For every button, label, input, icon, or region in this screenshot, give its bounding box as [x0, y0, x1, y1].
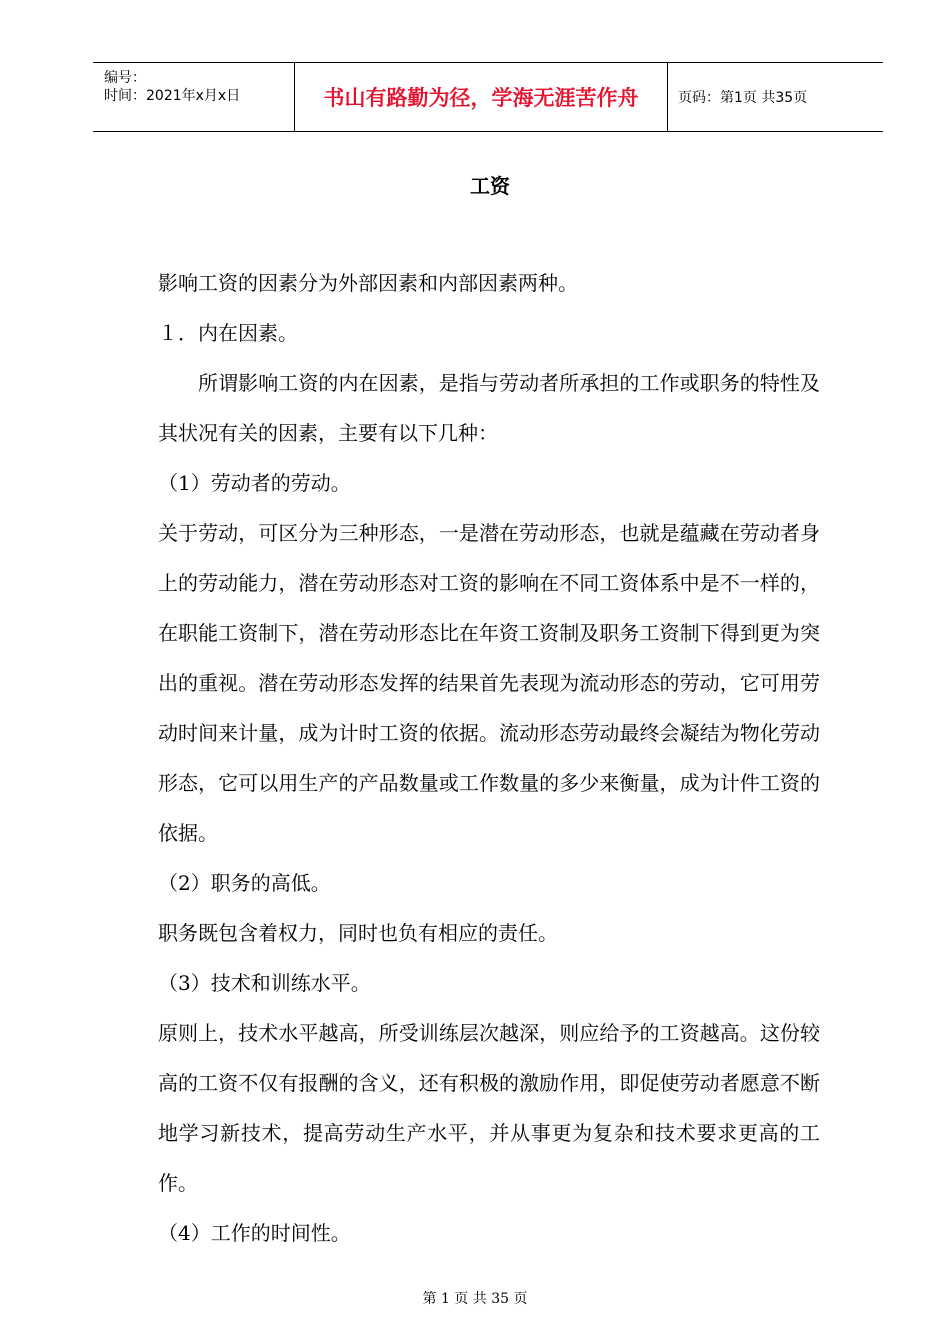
- subheading-labor: （1）劳动者的劳动。: [158, 471, 351, 495]
- page-footer: 第 1 页 共 35 页: [422, 1291, 528, 1307]
- subheading-skill: （3）技术和训练水平。: [158, 971, 371, 995]
- subheading-work-time: （4）工作的时间性。: [158, 1221, 351, 1245]
- paragraph-position: 职务既包含着权力，同时也负有相应的责任。: [158, 921, 558, 945]
- header-page-cell: [668, 63, 883, 131]
- header-page-info: 页码：第1页 共35页: [678, 90, 808, 106]
- page-header: [93, 62, 883, 132]
- paragraph-internal-definition: 所谓影响工资的内在因素，是指与劳动者所承担的工作或职务的特性及其状况有关的因素，主要有以下几种：: [158, 371, 820, 445]
- document-time-label: 时间：2021年x月x日: [104, 88, 241, 104]
- header-meta-cell: [93, 63, 295, 131]
- document-body: [158, 258, 820, 1258]
- header-motto-cell: [295, 63, 668, 131]
- subheading-position: （2）职务的高低。: [158, 871, 331, 895]
- paragraph-skill: 原则上，技术水平越高，所受训练层次越深，则应给予的工资越高。这份较高的工资不仅有报酬的含义，还有积极的激励作用，即促使劳动者愿意不断地学习新技术，提高劳动生产水平，并从事更为复杂和技术要求更高的工作。: [158, 1021, 820, 1195]
- document-number-label: 编号：: [104, 70, 146, 86]
- paragraph-labor: 关于劳动，可区分为三种形态，一是潜在劳动形态，也就是蕴藏在劳动者身上的劳动能力，潜在劳动形态对工资的影响在不同工资体系中是不一样的，在职能工资制下，潜在劳动形态比在年资工资制及职务工资制下得到更为突出的重视。潜在劳动形态发挥的结果首先表现为流动形态的劳动，它可用劳动时间来计量，成为计时工资的依据。流动形态劳动最终会凝结为物化劳动形态，它可以用生产的产品数量或工作数量的多少来衡量，成为计件工资的依据。: [158, 521, 820, 845]
- paragraph-intro: 影响工资的因素分为外部因素和内部因素两种。: [158, 271, 578, 295]
- section-heading-internal-factors: １．内在因素。: [158, 321, 298, 345]
- document-title: 工资: [470, 174, 510, 198]
- header-motto: 书山有路勤为径，学海无涯苦作舟: [323, 86, 639, 110]
